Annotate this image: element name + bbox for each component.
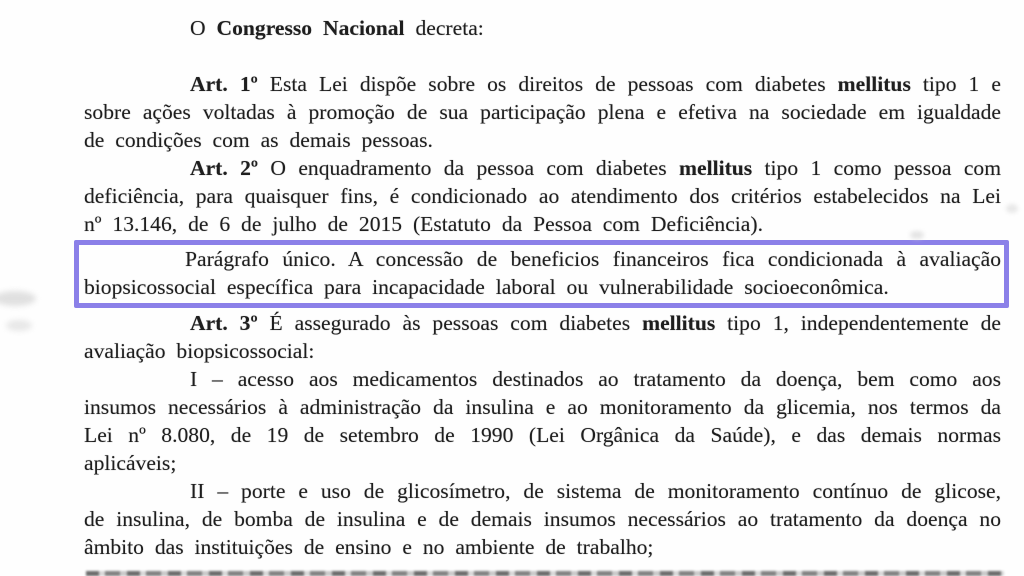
scan-smudge [910, 231, 924, 239]
art1-mellitus-bold: mellitus [837, 72, 911, 96]
document-text-block [84, 14, 1001, 561]
art2-label: Art. 2º [190, 156, 259, 180]
art2-mellitus-bold: mellitus [679, 156, 753, 180]
paragraph-item-1: I – acesso aos medicamentos destinados ao tratamento da doença, bem como aos insumos necessários à administração da insulina e ao monitoramento da glicemia, nos termos da Lei nº 8.080, de 19 de setembro de 1990 (Lei Orgânica da Saúde), e das demais normas aplicáveis; [84, 367, 1001, 475]
decree-heading [84, 14, 1001, 42]
scan-smudge [1006, 204, 1018, 213]
paragraph-art-3 [84, 309, 1001, 365]
art2-text: O enquadramento da pessoa com diabetes [258, 156, 680, 180]
art1-text: Esta Lei dispõe sobre os direitos de pessoas com diabetes [257, 72, 838, 96]
art3-label: Art. 3º [190, 311, 258, 335]
art1-label: Art. 1º [190, 72, 258, 96]
heading-run: decreta: [404, 16, 484, 40]
paragraph-art-2 [84, 154, 1001, 238]
art3-mellitus-bold: mellitus [642, 311, 716, 335]
highlight-box [74, 240, 1009, 308]
heading-run: O [190, 16, 217, 40]
art3-text: É assegurado às pessoas com diabetes [257, 311, 643, 335]
paragraph-paragrafo-unico: Parágrafo único. A concessão de beneficios financeiros fica condicionada à avaliação biopsicossocial específica para incapacidade laboral ou vulnerabilidade socioeconômica. [84, 247, 1001, 299]
paragraph-spacer [84, 42, 1001, 70]
art1-text: tipo 1 e sobre ações voltadas à promoção de sua participação plena e efetiva na sociedade em igualdade de condições com as demais pessoas. [84, 72, 1001, 152]
art2-text: tipo 1 como pessoa com deficiência, para quaisquer fins, é condicionado ao atendimento dos critérios estabelecidos na Lei nº 13.146, de 6 de julho de 2015 (Estatuto da Pessoa com Deficiência). [84, 156, 1002, 236]
heading-run-bold: Congresso Nacional [216, 16, 405, 40]
art3-text: tipo 1, independentemente de avaliação biopsicossocial: [84, 311, 1001, 363]
scan-smudge [0, 291, 36, 306]
cut-off-text-line [86, 571, 1004, 576]
paragraph-art-1 [84, 70, 1001, 154]
paragraph-item-2: II – porte e uso de glicosímetro, de sistema de monitoramento contínuo de glicose, de insulina, de bomba de insulina e de demais insumos necessários ao tratamento da doença no âmbito das instituições de ensino e no ambiente de trabalho; [84, 479, 1001, 559]
scan-smudge [6, 320, 32, 331]
